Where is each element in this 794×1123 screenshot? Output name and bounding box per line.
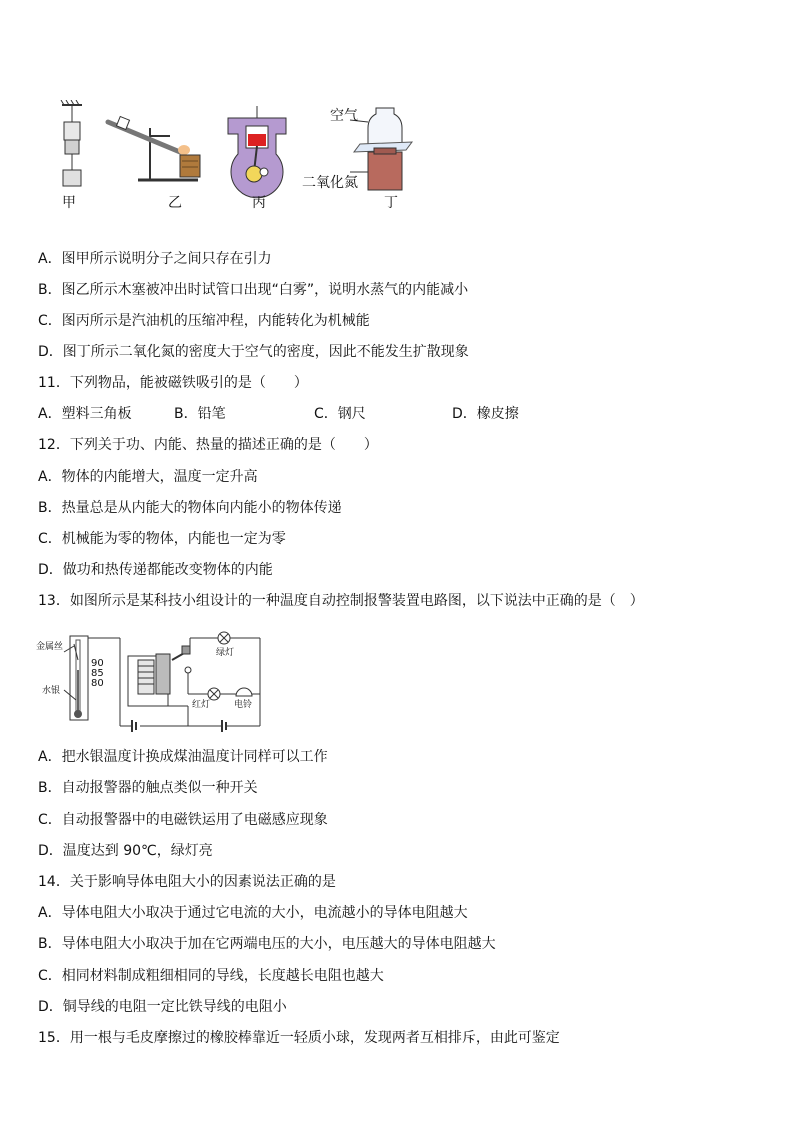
q12-option-c: C．机械能为零的物体，内能也一定为零 <box>38 531 286 547</box>
figure-alarm-circuit <box>36 630 268 734</box>
q14-stem: 14．关于影响导体电阻大小的因素说法正确的是 <box>38 874 336 890</box>
q12-option-a: A．物体的内能增大，温度一定升高 <box>38 469 258 485</box>
q12-option-b: B．热量总是从内能大的物体向内能小的物体传递 <box>38 500 342 516</box>
figure-label-ding: 丁 <box>384 195 398 211</box>
q14-option-c: C．相同材料制成粗细相同的导线，长度越长电阻也越大 <box>38 968 384 984</box>
q13-option-b: B．自动报警器的触点类似一种开关 <box>38 780 258 796</box>
alarm-circuit-diagram <box>36 630 268 734</box>
q10-option-d: D．图丁所示二氧化氮的密度大于空气的密度，因此不能发生扩散现象 <box>38 344 469 360</box>
figure-label-yi: 乙 <box>168 195 182 211</box>
q11-options <box>38 405 519 423</box>
lead-cylinders-icon <box>61 100 82 186</box>
q13-stem: 13．如图所示是某科技小组设计的一种温度自动控制报警装置电路图，以下说法中正确的是（ ） <box>38 593 644 609</box>
figure-label-jia: 甲 <box>62 195 76 211</box>
engine-cylinder-icon <box>228 106 286 198</box>
diffusion-bottles-icon <box>350 108 412 190</box>
q12-option-d: D．做功和热传递都能改变物体的内能 <box>38 562 273 578</box>
q13-option-d: D．温度达到 90℃，绿灯亮 <box>38 843 213 859</box>
tick-80: 80 <box>91 678 104 689</box>
q15-stem: 15．用一根与毛皮摩擦过的橡胶棒靠近一轻质小球，发现两者互相排斥，由此可鉴定 <box>38 1030 560 1046</box>
figure-physics-experiments <box>50 100 430 215</box>
q11-option-b: B．铅笔 <box>174 406 226 422</box>
label-bell: 电铃 <box>234 700 253 710</box>
q12-stem: 12．下列关于功、内能、热量的描述正确的是（ ） <box>38 437 378 453</box>
q11-option-c: C．钢尺 <box>314 406 366 422</box>
q14-option-d: D．铜导线的电阻一定比铁导线的电阻小 <box>38 999 287 1015</box>
experiments-illustration <box>50 100 430 215</box>
q14-option-b: B．导体电阻大小取决于加在它两端电压的大小，电压越大的导体电阻越大 <box>38 936 496 952</box>
tick-85: 85 <box>91 668 104 679</box>
figure-label-no2: 二氧化氮 <box>302 175 358 191</box>
figure-label-bing: 丙 <box>252 195 266 211</box>
tick-90: 90 <box>91 658 104 669</box>
q11-stem: 11．下列物品，能被磁铁吸引的是（ ） <box>38 375 308 391</box>
q13-option-c: C．自动报警器中的电磁铁运用了电磁感应现象 <box>38 812 328 828</box>
q10-option-a: A．图甲所示说明分子之间只存在引力 <box>38 251 272 267</box>
q13-option-a: A．把水银温度计换成煤油温度计同样可以工作 <box>38 749 328 765</box>
label-green-lamp: 绿灯 <box>216 648 235 658</box>
q11-option-a: A．塑料三角板 <box>38 406 132 422</box>
figure-label-air: 空气 <box>330 108 358 124</box>
q10-option-c: C．图丙所示是汽油机的压缩冲程，内能转化为机械能 <box>38 313 370 329</box>
q14-option-a: A．导体电阻大小取决于通过它电流的大小，电流越小的导体电阻越大 <box>38 905 468 921</box>
label-metal-wire: 金属丝 <box>36 642 64 652</box>
test-tube-stand-icon <box>108 116 200 180</box>
q11-option-d: D．橡皮擦 <box>452 406 519 422</box>
label-mercury: 水银 <box>42 686 61 696</box>
label-red-lamp: 红灯 <box>192 700 211 710</box>
q10-option-b: B．图乙所示木塞被冲出时试管口出现“白雾”，说明水蒸气的内能减小 <box>38 282 469 298</box>
